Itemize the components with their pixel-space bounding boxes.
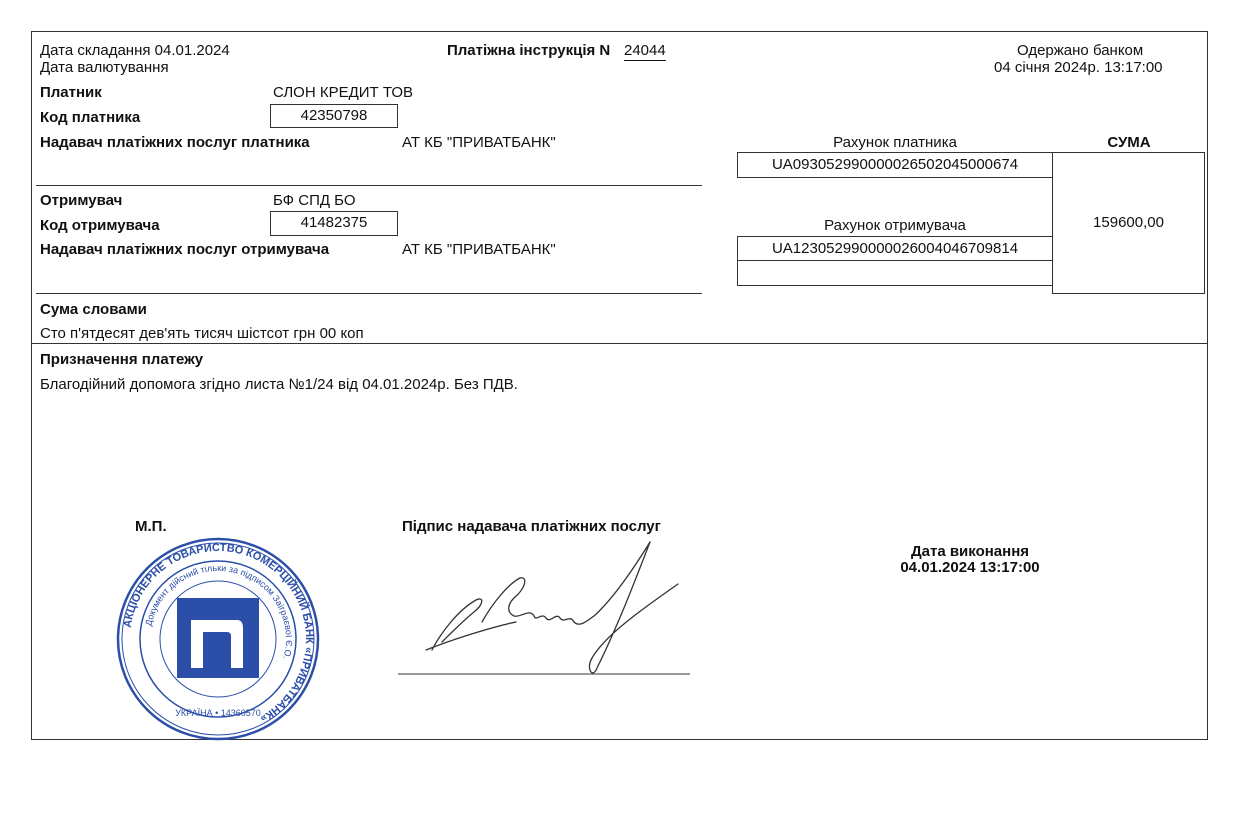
date-compiled: Дата складання 04.01.2024 — [40, 42, 230, 59]
bank-stamp — [115, 536, 321, 742]
divider-words — [31, 343, 1208, 344]
payer-provider-label: Надавач платіжних послуг платника — [40, 134, 310, 151]
recipient-account: UA123052990000026004046709814 — [738, 237, 1052, 261]
payer-name: СЛОН КРЕДИТ ТОВ — [273, 84, 414, 101]
signature-label: Підпис надавача платіжних послуг — [402, 518, 661, 535]
execution-label: Дата виконання — [910, 543, 1030, 560]
recipient-account-label: Рахунок отримувача — [824, 217, 966, 234]
amount-words: Сто п'ятдесят дев'ять тисяч шістсот грн 00 коп — [40, 325, 364, 342]
payer-code-label: Код платника — [40, 109, 141, 126]
purpose-label: Призначення платежу — [40, 351, 204, 368]
payer-provider: АТ КБ "ПРИВАТБАНК" — [402, 134, 556, 151]
recipient-name: БФ СПД БО — [273, 192, 356, 209]
stamp-inner-text: Документ дійсний тільки за підписом Заігрaєвої Є.О. — [143, 562, 295, 661]
signature-icon — [396, 538, 696, 678]
recipient-account-box — [737, 236, 1053, 286]
received-datetime: 04 січня 2024р. 13:17:00 — [994, 59, 1163, 76]
amount-box: 159600,00 — [1052, 152, 1205, 294]
payer-account: UA093052990000026502045000674 — [771, 156, 1019, 173]
payer-account-box — [737, 152, 1053, 178]
recipient-account-empty-row — [738, 261, 1052, 285]
payer-label: Платник — [40, 84, 102, 101]
recipient-code-box: 41482375 — [270, 211, 398, 236]
recipient-label: Отримувач — [40, 192, 123, 209]
recipient-provider: АТ КБ "ПРИВАТБАНК" — [402, 241, 556, 258]
stamp-label: М.П. — [135, 518, 167, 535]
purpose-text: Благодійний допомога згідно листа №1/24 від 04.01.2024р. Без ПДВ. — [40, 376, 518, 393]
payer-code-box: 42350798 — [270, 104, 398, 128]
date-value: Дата валютування — [40, 59, 169, 76]
execution-datetime: 04.01.2024 13:17:00 — [900, 559, 1040, 576]
recipient-provider-label: Надавач платіжних послуг отримувача — [40, 241, 330, 258]
stamp-outer-text: АКЦІОНЕРНЕ ТОВАРИСТВО КОМЕРЦІЙНИЙ БАНК «ПРИВАТБАНК» — [121, 541, 316, 725]
privatbank-logo-icon — [177, 598, 259, 678]
received-label: Одержано банком — [1017, 42, 1144, 59]
payer-account-label: Рахунок платника — [833, 134, 957, 151]
recipient-code-label: Код отримувача — [40, 217, 160, 234]
instruction-number: 24044 — [624, 42, 666, 59]
divider-payer — [36, 185, 702, 186]
amount-label: СУМА — [1107, 134, 1151, 151]
instruction-label: Платіжна інструкція N — [447, 42, 611, 59]
stamp-bottom-text: УКРАЇНА • 14360570 — [175, 708, 261, 718]
amount-words-label: Сума словами — [40, 301, 147, 318]
divider-recipient — [36, 293, 702, 294]
